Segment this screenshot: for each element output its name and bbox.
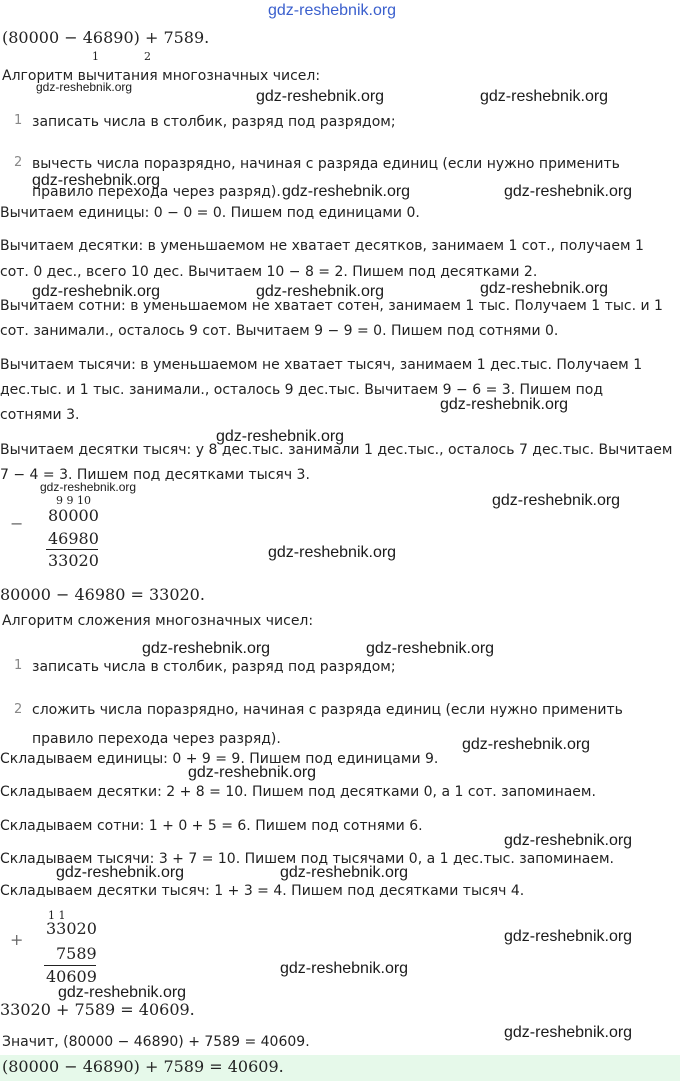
minuend: 80000 bbox=[48, 506, 99, 525]
explanation-line: Складываем сотни: 1 + 0 + 5 = 6. Пишем под сотнями 6. bbox=[0, 818, 423, 834]
explanation-line: сотнями 3. bbox=[0, 407, 80, 423]
explanation-line: Вычитаем единицы: 0 − 0 = 0. Пишем под единицами 0. bbox=[0, 205, 420, 221]
addition-equation: 33020 + 7589 = 40609. bbox=[0, 1000, 195, 1019]
explanation-line: Складываем тысячи: 3 + 7 = 10. Пишем под тысячами 0, а 1 дес.тыс. запоминаем. bbox=[0, 851, 615, 867]
explanation-line: сот. 0 дес., всего 10 дес. Вычитаем 10 − 8 = 2. Пишем под десятками 2. bbox=[0, 264, 538, 280]
watermark: gdz-reshebnik.org bbox=[504, 1024, 633, 1041]
explanation-line: 7 − 4 = 3. Пишем под десятками тысяч 3. bbox=[0, 467, 310, 483]
watermark: gdz-reshebnik.org bbox=[480, 88, 609, 105]
watermark: gdz-reshebnik.org bbox=[504, 183, 633, 200]
subtrahend: 46980 bbox=[48, 529, 99, 548]
explanation-line: Вычитаем тысячи: в уменьшаемом не хватает тысяч, занимаем 1 дес.тыс. Получаем 1 bbox=[0, 357, 643, 373]
minus-sign: − bbox=[10, 514, 24, 533]
watermark: gdz-reshebnik.org bbox=[36, 80, 133, 94]
watermark: gdz-reshebnik.org bbox=[440, 396, 569, 413]
step-text: записать числа в столбик, разряд под разрядом; bbox=[32, 114, 396, 130]
watermark: gdz-reshebnik.org bbox=[480, 280, 609, 297]
watermark: gdz-reshebnik.org bbox=[256, 283, 385, 300]
step-number: 2 bbox=[14, 702, 23, 717]
explanation-line: Вычитаем десятки тысяч: у 8 дес.тыс. занимали 1 дес.тыс., осталось 7 дес.тыс. Вычитаем bbox=[0, 442, 673, 458]
watermark: gdz-reshebnik.org bbox=[56, 864, 185, 881]
step-number: 1 bbox=[14, 658, 23, 673]
watermark: gdz-reshebnik.org bbox=[32, 172, 161, 189]
watermark: gdz-reshebnik.org bbox=[462, 736, 591, 753]
watermark: gdz-reshebnik.org bbox=[268, 544, 397, 561]
step-number: 2 bbox=[14, 155, 23, 170]
watermark: gdz-reshebnik.org bbox=[282, 183, 411, 200]
subtraction-equation: 80000 − 46980 = 33020. bbox=[0, 585, 205, 604]
explanation-line: Складываем десятки: 2 + 8 = 10. Пишем под десятками 0, а 1 сот. запоминаем. bbox=[0, 784, 596, 800]
watermark: gdz-reshebnik.org bbox=[280, 864, 409, 881]
watermark: gdz-reshebnik.org bbox=[216, 428, 345, 445]
step-order-1: 1 bbox=[92, 50, 99, 63]
step-text: вычесть числа поразрядно, начиная с разряда единиц (если нужно применить bbox=[32, 156, 620, 172]
addend-1: 33020 bbox=[46, 919, 97, 938]
watermark: gdz-reshebnik.org bbox=[492, 492, 621, 509]
conclusion-text: Значит, (80000 − 46890) + 7589 = 40609. bbox=[2, 1034, 310, 1050]
step-text: сложить числа поразрядно, начиная с разряда единиц (если нужно применить bbox=[32, 702, 623, 718]
final-answer: (80000 − 46890) + 7589 = 40609. bbox=[2, 1057, 284, 1076]
subtraction-algorithm-title: Алгоритм вычитания многозначных чисел: bbox=[2, 68, 321, 84]
explanation-line: Складываем единицы: 0 + 9 = 9. Пишем под единицами 9. bbox=[0, 751, 439, 767]
difference: 33020 bbox=[48, 551, 99, 570]
borrow-digits: 9 9 10 bbox=[56, 494, 91, 507]
step-text: записать числа в столбик, разряд под разрядом; bbox=[32, 659, 396, 675]
watermark: gdz-reshebnik.org bbox=[256, 88, 385, 105]
task-expression: (80000 − 46890) + 7589. bbox=[2, 28, 210, 47]
watermark: gdz-reshebnik.org bbox=[32, 283, 161, 300]
explanation-line: сот. занимали., осталось 9 сот. Вычитаем 9 − 9 = 0. Пишем под сотнями 0. bbox=[0, 323, 559, 339]
watermark: gdz-reshebnik.org bbox=[504, 832, 633, 849]
watermark: gdz-reshebnik.org bbox=[366, 640, 495, 657]
explanation-line: дес.тыс. и 1 тыс. занимали., осталось 9 дес.тыс. Вычитаем 9 − 6 = 3. Пишем под bbox=[0, 382, 604, 398]
carry-digits: 1 1 bbox=[48, 909, 66, 922]
step-text-continued: правило перехода через разряд). bbox=[32, 184, 281, 200]
explanation-line: Вычитаем десятки: в уменьшаемом не хватает десятков, занимаем 1 сот., получаем 1 bbox=[0, 238, 644, 254]
addend-2: 7589 bbox=[56, 944, 97, 963]
watermark: gdz-reshebnik.org bbox=[280, 960, 409, 977]
sum: 40609 bbox=[46, 967, 97, 986]
step-number: 1 bbox=[14, 113, 23, 128]
plus-sign: + bbox=[10, 930, 24, 949]
watermark: gdz-reshebnik.org bbox=[142, 640, 271, 657]
watermark: gdz-reshebnik.org bbox=[504, 928, 633, 945]
watermark-top: gdz-reshebnik.org bbox=[268, 2, 397, 19]
column-rule bbox=[46, 549, 98, 550]
watermark: gdz-reshebnik.org bbox=[58, 984, 187, 1001]
explanation-line: Складываем десятки тысяч: 1 + 3 = 4. Пишем под десятками тысяч 4. bbox=[0, 883, 525, 899]
column-rule bbox=[44, 965, 96, 966]
addition-algorithm-title: Алгоритм сложения многозначных чисел: bbox=[2, 613, 314, 629]
step-text-continued: правило перехода через разряд). bbox=[32, 731, 281, 747]
step-order-2: 2 bbox=[144, 50, 151, 63]
watermark: gdz-reshebnik.org bbox=[40, 480, 137, 494]
explanation-line: Вычитаем сотни: в уменьшаемом не хватает сотен, занимаем 1 тыс. Получаем 1 тыс. и 1 bbox=[0, 298, 663, 314]
watermark: gdz-reshebnik.org bbox=[188, 764, 317, 781]
